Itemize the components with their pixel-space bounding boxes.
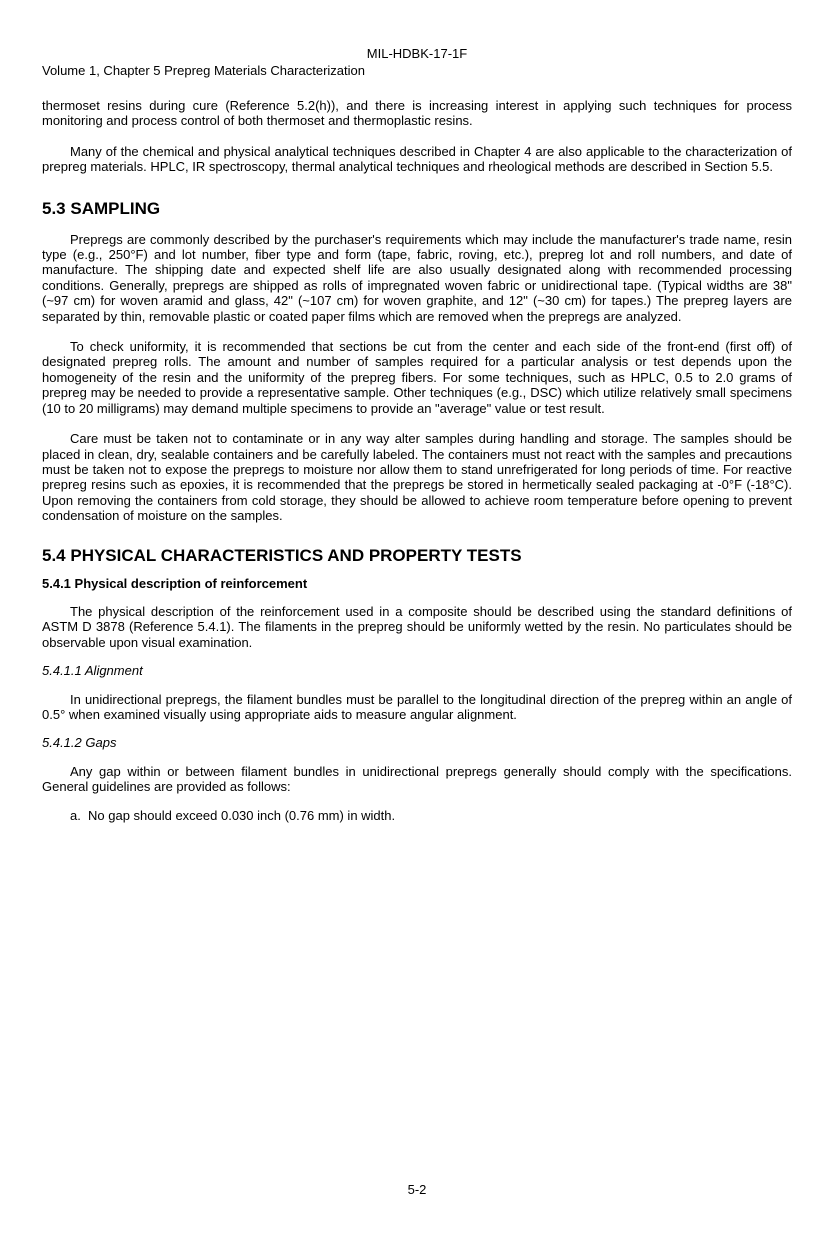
- section-heading-sampling: 5.3 SAMPLING: [42, 198, 161, 218]
- gaps-paragraph: Any gap within or between filament bundles in unidirectional prepregs generally should comply with the specifications. General guidelines are provided as follows:: [42, 763, 792, 795]
- section-heading-physical: 5.4 PHYSICAL CHARACTERISTICS AND PROPERTY TESTS: [42, 545, 522, 565]
- subsection-heading-reinforcement: 5.4.1 Physical description of reinforcement: [42, 575, 308, 591]
- intro-paragraph-2: Many of the chemical and physical analytical techniques described in Chapter 4 are also applicable to the characterization of prepreg materials. HPLC, IR spectroscopy, thermal analytical techniques and rheological methods are described in Section 5.5.: [42, 143, 792, 175]
- list-marker: a.: [70, 807, 81, 823]
- document-id-header: MIL-HDBK-17-1F: [366, 46, 468, 61]
- subsubsection-heading-gaps: 5.4.1.2 Gaps: [42, 735, 117, 751]
- document-body: [42, 98, 792, 823]
- sampling-paragraph-1: Prepregs are commonly described by the purchaser's requirements which may include the manufacturer's trade name, resin type (e.g., 250°F) and lot number, fiber type and form (tape, fabric, roving, etc.), prepreg lot and roll numbers, and date of manufacture. The shipping date and expected shelf life are also usually designated along with recommended processing conditions. Generally, prepregs are shipped as rolls of impregnated woven fabric or unidirectional tape. (Typical widths are 38" (~97 cm) for woven aramid and glass, 42" (~107 cm) for woven graphite, and 12" (~30 cm) for tapes.) The prepreg layers are separated by thin, removable plastic or coated paper films which are removed when the prepregs are analyzed.: [42, 231, 792, 324]
- reinforcement-paragraph: The physical description of the reinforcement used in a composite should be described using the standard definitions of ASTM D 3878 (Reference 5.4.1). The filaments in the prepreg should be uniformly wetted by the resin. No particulates should be observable upon visual examination.: [42, 603, 792, 650]
- page-number: 5-2: [407, 1182, 427, 1197]
- alignment-paragraph: In unidirectional prepregs, the filament bundles must be parallel to the longitudinal direction of the prepreg within an angle of 0.5° when examined visually using appropriate aids to measure angular alignment.: [42, 691, 792, 722]
- sampling-paragraph-2: To check uniformity, it is recommended that sections be cut from the center and each side of the front-end (first off) of designated prepreg rolls. The amount and number of samples required for a particular analysis or test depends upon the homogeneity of the resin and the uniformity of the prepreg fibers. For some techniques, such as HPLC, 0.5 to 2.0 grams of prepreg may be needed to provide a representative sample. Other techniques (e.g., DSC) which utilize relatively small specimens (10 to 20 milligrams) may demand multiple specimens to provide an "average" value or test result.: [42, 339, 792, 416]
- volume-chapter-header: Volume 1, Chapter 5 Prepreg Materials Characterization: [42, 63, 365, 78]
- subsubsection-heading-alignment: 5.4.1.1 Alignment: [42, 663, 143, 679]
- list-item-text: No gap should exceed 0.030 inch (0.76 mm) in width.: [88, 807, 396, 823]
- list-item: [42, 808, 792, 823]
- sampling-paragraph-3: Care must be taken not to contaminate or in any way alter samples during handling and storage. The samples should be placed in clean, dry, sealable containers and be carefully labeled. The containers must not react with the samples and precautions must be taken not to expose the prepregs to moisture nor allow them to stand unrefrigerated for long periods of time. For reactive prepreg resins such as epoxies, it is recommended that the prepregs be stored in hermetically sealed packaging at -0°F (-18°C). Upon removing the containers from cold storage, they should be allowed to achieve room temperature before opening to prevent condensation of moisture on the samples.: [42, 431, 792, 524]
- intro-paragraph-1: thermoset resins during cure (Reference 5.2(h)), and there is increasing interest in applying such techniques for process monitoring and process control of both thermoset and thermoplastic resins.: [42, 98, 792, 129]
